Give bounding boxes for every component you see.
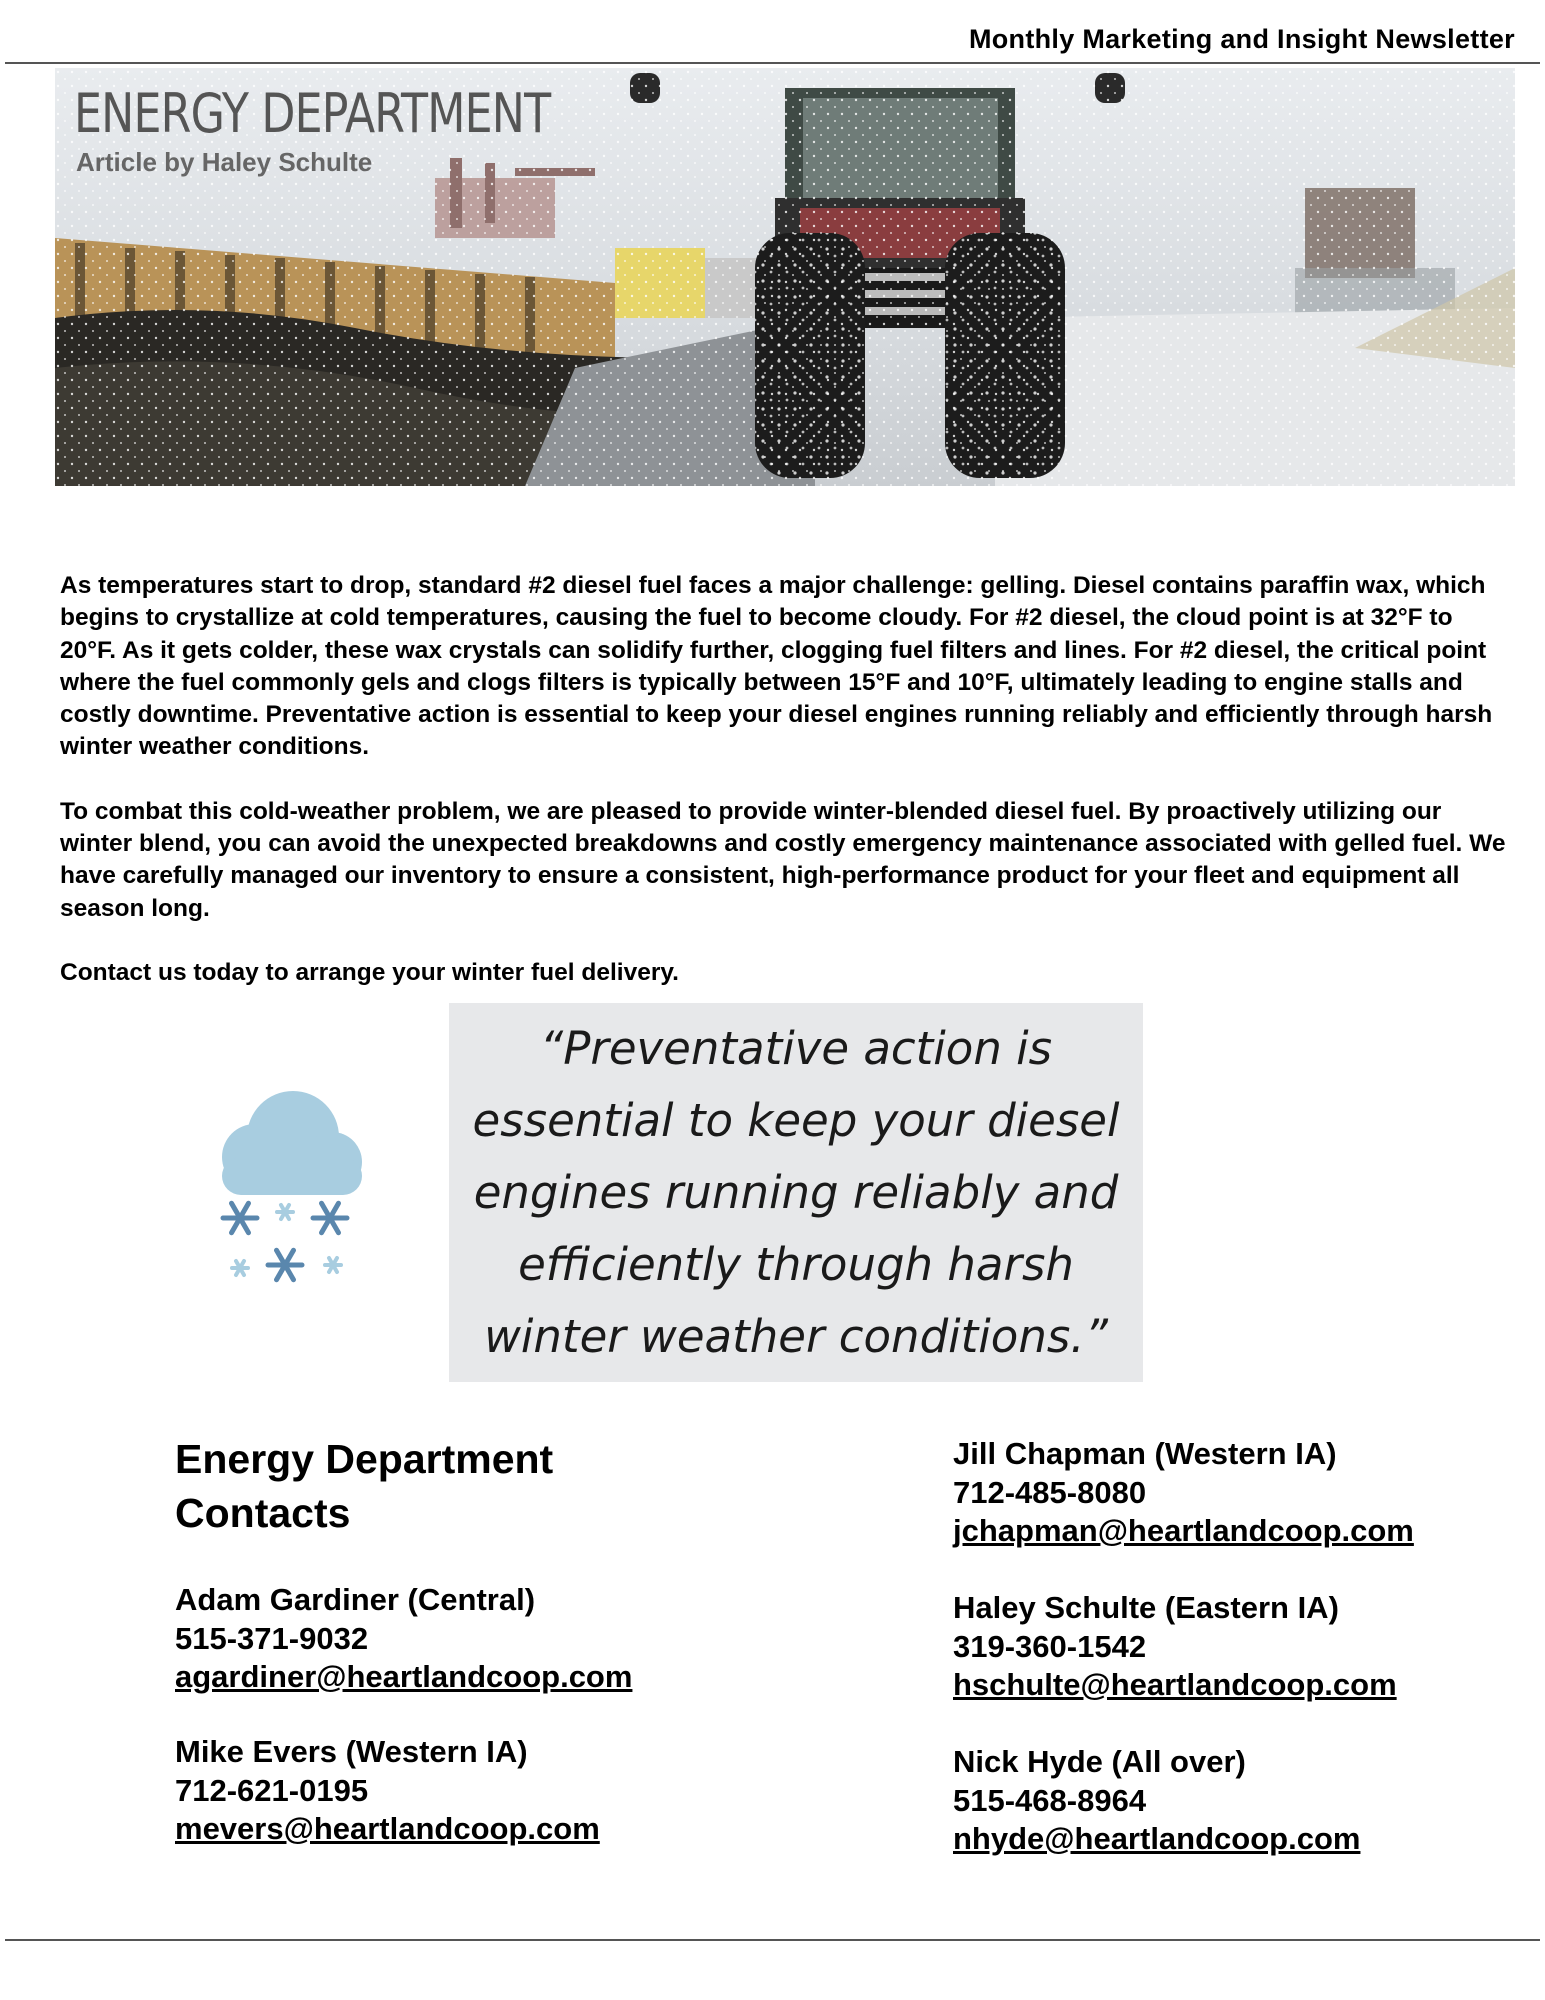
contact-name: Haley Schulte (Eastern IA)	[953, 1590, 1339, 1625]
contact-phone: 515-371-9032	[175, 1620, 369, 1656]
article-paragraph: To combat this cold-weather problem, we are pleased to provide winter-blended diesel fuel. By proactively utilizing our winter blend, you can avoid the unexpected breakdowns and costly emergency maintenance associated with gelled fuel. We have carefully managed our inventory to ensure a consistent, high-performance product for your fleet and equipment all season long.	[60, 797, 1506, 922]
snow-cloud-icon	[205, 1085, 375, 1295]
contact-name: Jill Chapman (Western IA)	[953, 1436, 1337, 1471]
newsletter-title: Monthly Marketing and Insight Newsletter	[968, 24, 1515, 54]
pull-quote	[449, 1003, 1143, 1382]
pull-quote-text: “Preventative action is essential to keep your diesel engines running reliably and efficiently through harsh winter weather conditions.”	[472, 1021, 1120, 1363]
contact-card	[953, 1435, 1414, 1551]
contact-name: Adam Gardiner (Central)	[175, 1582, 536, 1617]
contact-phone: 712-621-0195	[175, 1772, 369, 1808]
article-paragraph: As temperatures start to drop, standard #2 diesel fuel faces a major challenge: gelling. Diesel contains paraffin wax, which begins to crystallize at cold temperatures, causing the fuel to become cloudy. For #2 diesel, the cloud point is at 32°F to 20°F. As it gets colder, these wax crystals can solidify further, clogging fuel filters and lines. For #2 diesel, the critical point where the fuel commonly gels and clogs filters is typically between 15°F and 10°F, ultimately leading to engine stalls and costly downtime. Preventative action is essential to keep your diesel engines running reliably and efficiently through harsh winter weather conditions.	[60, 572, 1493, 761]
contact-name: Nick Hyde (All over)	[953, 1744, 1246, 1779]
contact-name: Mike Evers (Western IA)	[175, 1734, 528, 1769]
contacts-heading: Energy Department Contacts	[175, 1436, 554, 1536]
contact-card	[175, 1581, 632, 1697]
contact-phone: 712-485-8080	[953, 1474, 1147, 1510]
article-paragraph: Contact us today to arrange your winter fuel delivery.	[60, 958, 679, 986]
contact-card	[953, 1589, 1397, 1705]
contact-card	[175, 1733, 600, 1849]
contact-email-link[interactable]: jchapman@heartlandcoop.com	[953, 1513, 1414, 1548]
bottom-divider	[5, 1939, 1540, 1941]
contact-email-link[interactable]: nhyde@heartlandcoop.com	[953, 1821, 1361, 1856]
contact-phone: 515-468-8964	[953, 1782, 1147, 1818]
department-title: ENERGY DEPARTMENT	[74, 82, 551, 145]
article-byline: Article by Haley Schulte	[76, 147, 373, 177]
contact-email-link[interactable]: hschulte@heartlandcoop.com	[953, 1667, 1397, 1702]
contact-card	[953, 1743, 1360, 1859]
contact-email-link[interactable]: agardiner@heartlandcoop.com	[175, 1659, 633, 1694]
top-divider	[5, 62, 1540, 64]
contact-phone: 319-360-1542	[953, 1628, 1147, 1664]
article-body	[60, 570, 1510, 1021]
contact-email-link[interactable]: mevers@heartlandcoop.com	[175, 1811, 600, 1846]
